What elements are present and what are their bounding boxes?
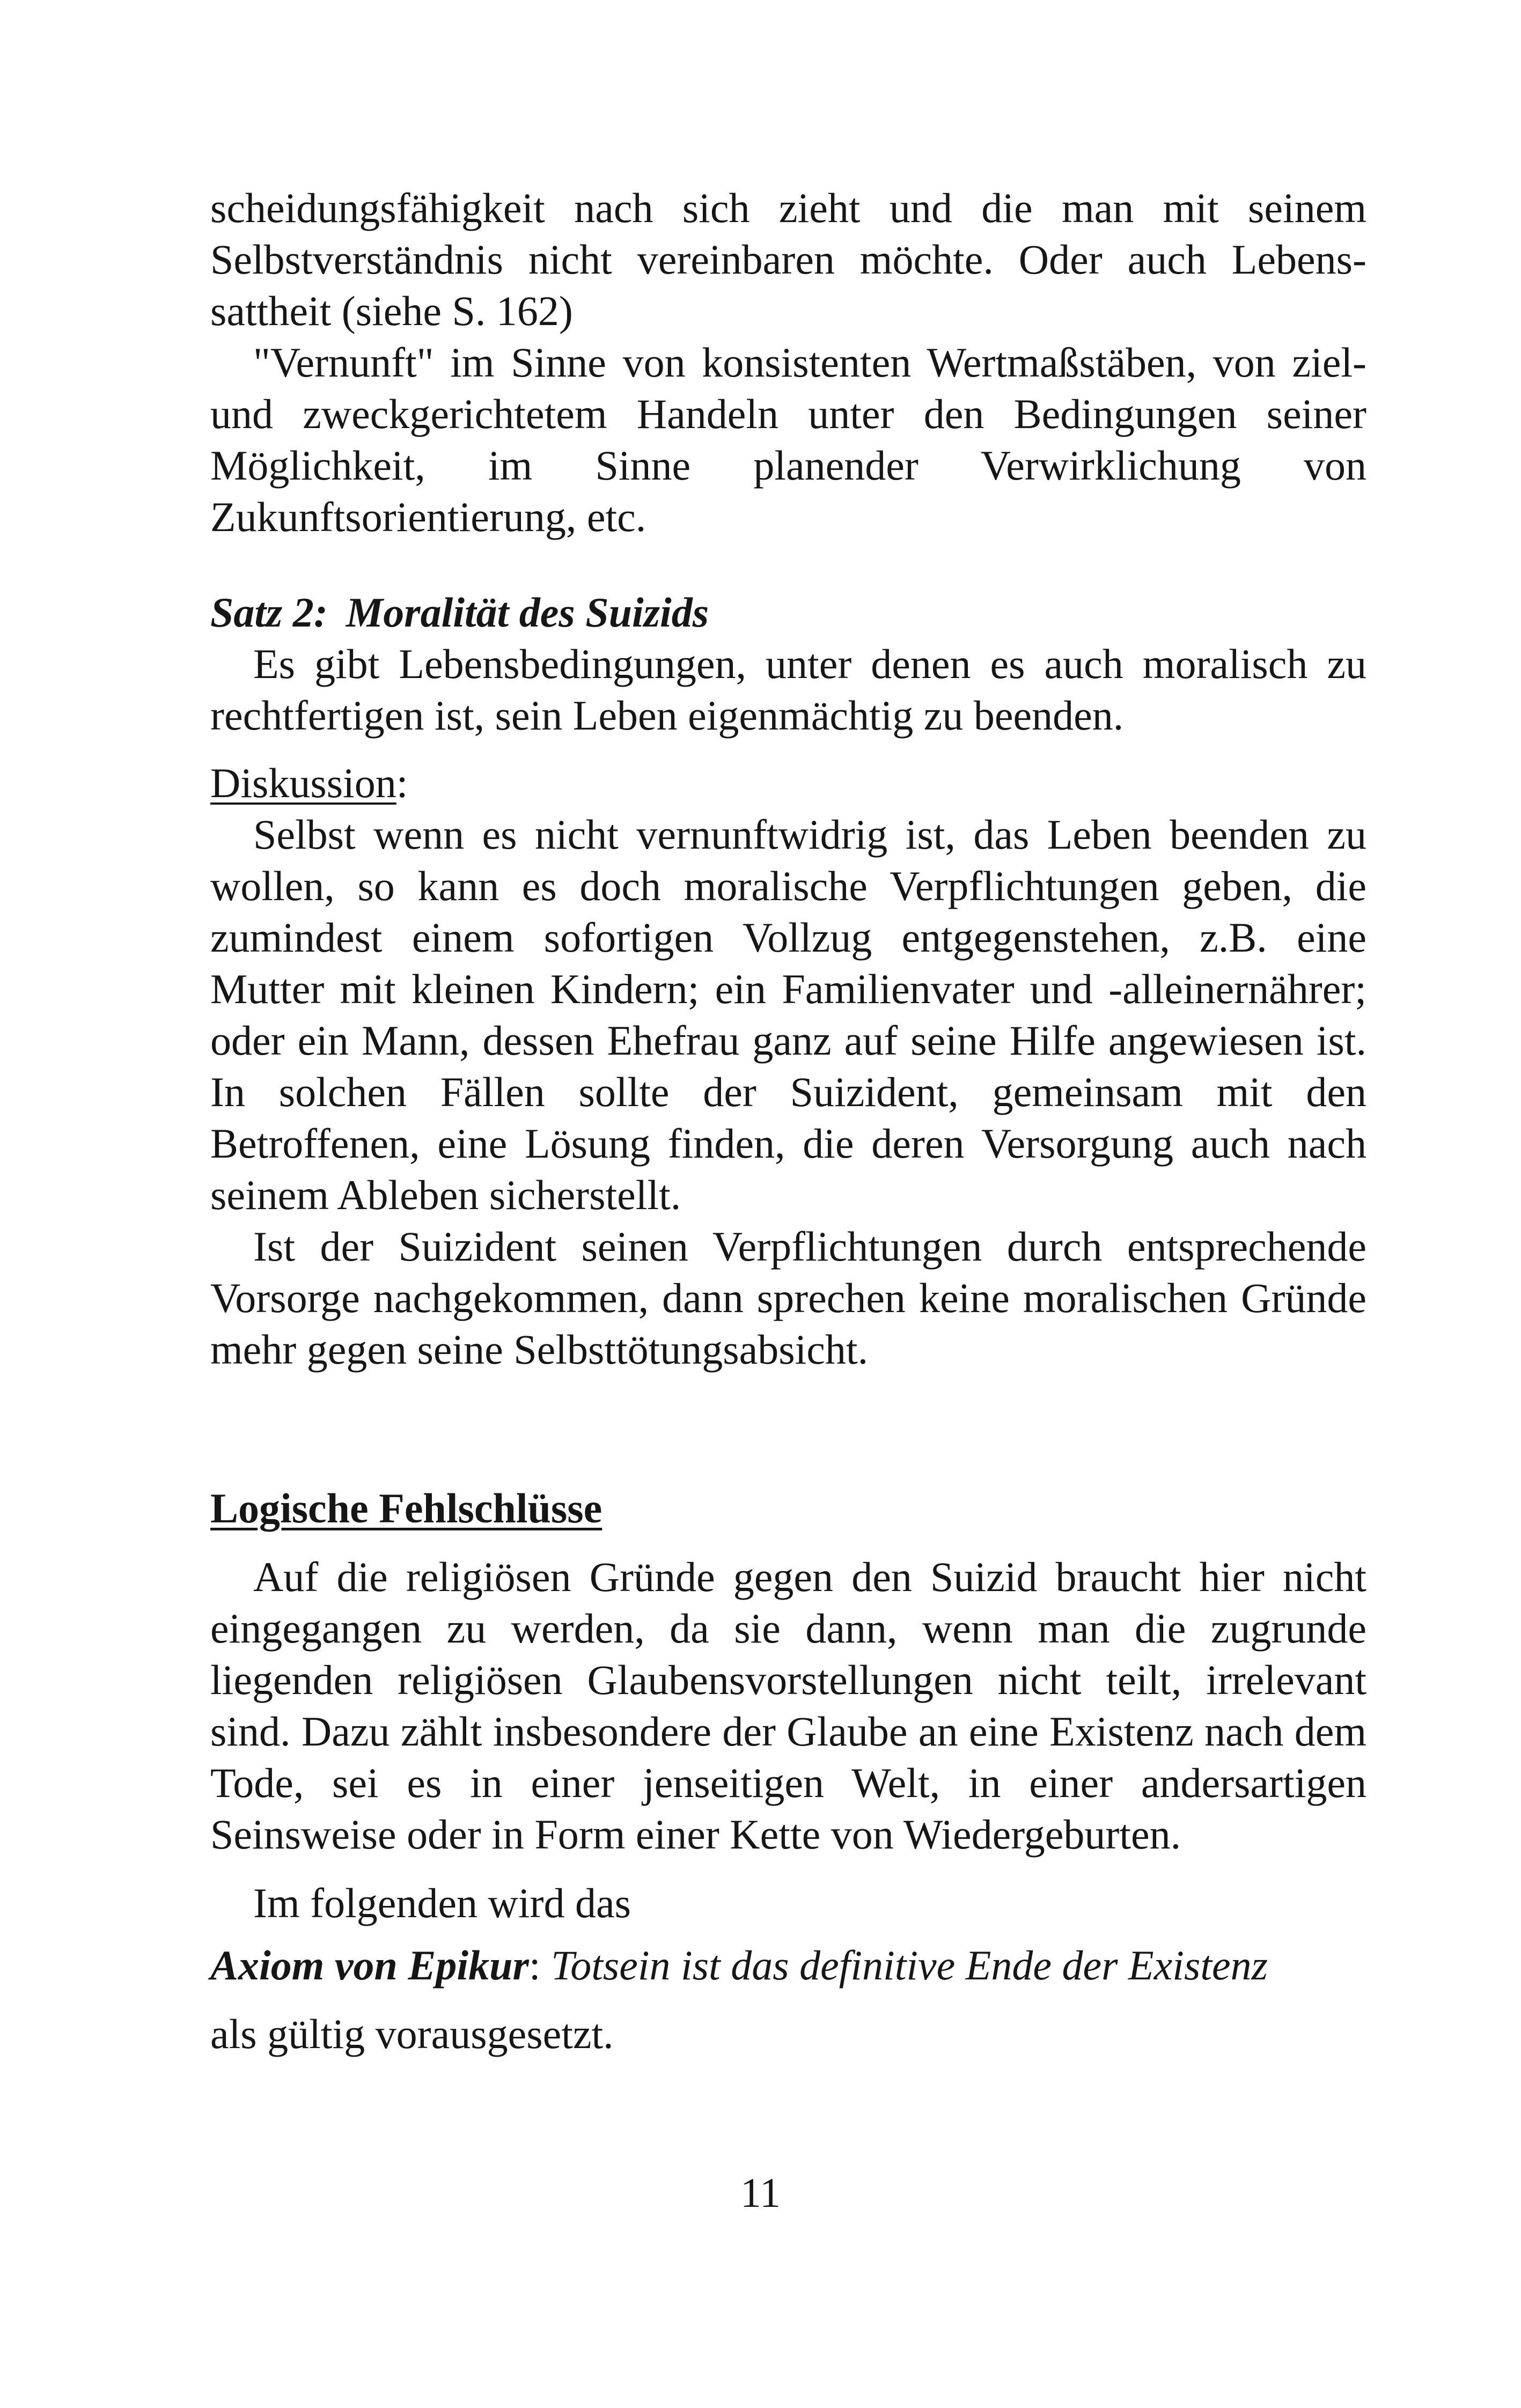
axiom-statement: Totsein ist das definitive Ende der Existenz	[550, 1942, 1268, 1989]
satz-title: Moralität des Suizids	[346, 589, 709, 636]
axiom-term: Axiom von Epikur	[210, 1942, 529, 1989]
section-paragraph-2: Im folgenden wird das	[253, 1880, 631, 1926]
section-heading: Logische Fehlschlüsse	[210, 1485, 602, 1531]
diskussion-paragraph-1: Selbst wenn es nicht vernunftwidrig ist, das Leben beenden zu wollen, so kann es doch moralische Verpflichtungen geben, die zumindest einem sofortigen Vollzug entgegenstehen, z.B. eine Mutter mit kleinen Kindern; ein Familienvater und -alleinernährer; oder ein Mann, dessen Ehefrau ganz auf seine Hilfe angewiesen ist. In solchen Fällen sollte der Suizident, gemeinsam mit den Betroffenen, eine Lösung finden, die deren Versorgung auch nach seinem Ableben sicherstellt.	[210, 811, 1366, 1218]
diskussion-heading	[210, 757, 1366, 809]
axiom-line	[210, 1940, 1366, 1991]
page-body	[210, 182, 1366, 2060]
satz-label: Satz 2:	[210, 589, 328, 636]
satz-heading	[210, 587, 1366, 638]
diskussion-colon: :	[396, 760, 408, 806]
satz-statement: Es gibt Lebensbedingungen, unter denen es auch moralisch zu rechtfertigen ist, sein Leben eigenmächtig zu beenden.	[210, 640, 1366, 739]
page-number: 11	[740, 2169, 781, 2216]
paragraph-vernunft-definition: "Vernunft" im Sinne von konsistenten Wertmaßstäben, von ziel- und zweckgerichtetem Handeln unter den Bedingungen seiner Möglichkeit, im Sinne planender Verwirklichung von Zukunftsorientierung, etc.	[210, 339, 1366, 540]
paragraph-continuation: scheidungsfähigkeit nach sich zieht und die man mit seinem Selbstverständnis nicht vereinbaren möchte. Oder auch Lebenssattheit (siehe S. 162)	[210, 185, 1366, 334]
diskussion-paragraph-2: Ist der Suizident seinen Verpflichtungen durch entsprechende Vorsorge nachgekommen, dann sprechen keine moralischen Gründe mehr gegen seine Selbsttötungsabsicht.	[210, 1223, 1366, 1373]
section-closing: als gültig vorausgesetzt.	[210, 2011, 614, 2057]
axiom-colon: :	[528, 1942, 541, 1989]
section-paragraph-1: Auf die religiösen Gründe gegen den Suizid braucht hier nicht eingegangen zu werden, da sie dann, wenn man die zugrunde liegenden religiösen Glaubensvorstellungen nicht teilt, irrelevant sind. Dazu zählt insbesondere der Glaube an eine Existenz nach dem Tode, sei es in einer jenseitigen Welt, in einer andersartigen Seinsweise oder in Form einer Kette von Wiedergeburten.	[210, 1553, 1366, 1858]
diskussion-label: Diskussion	[210, 760, 396, 806]
